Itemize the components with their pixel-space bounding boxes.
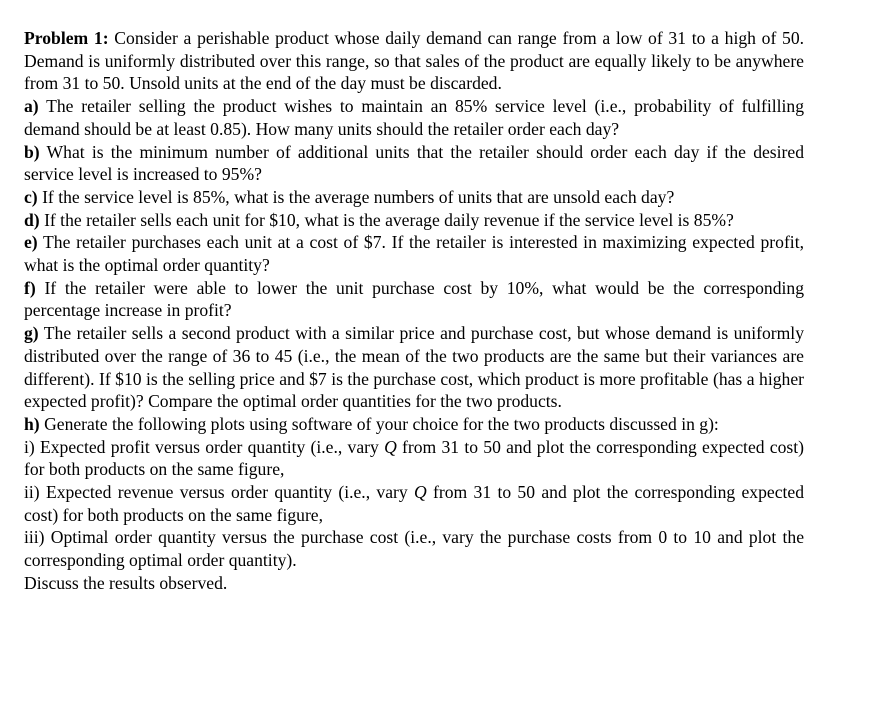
part-b	[24, 141, 804, 186]
part-label: a)	[24, 96, 39, 117]
part-d	[24, 209, 804, 232]
subpart-iii	[24, 526, 804, 571]
part-h	[24, 413, 804, 436]
part-text: Generate the following plots using software of your choice for the two products discussed in g):	[44, 413, 719, 434]
part-label: d)	[24, 209, 40, 230]
part-g	[24, 322, 804, 413]
part-text: What is the minimum number of additional units that the retailer should order each day if the desired service level is increased to 95%?	[24, 141, 804, 185]
part-text: If the service level is 85%, what is the average numbers of units that are unsold each day?	[42, 186, 675, 207]
problem-intro-text: Consider a perishable product whose daily demand can range from a low of 31 to a high of 50. Demand is uniformly distributed over this range, so that sales of the product are equally likely to be anywhere from 31 to 50. Unsold units at the end of the day must be discarded.	[24, 28, 805, 94]
part-a	[24, 95, 804, 140]
subpart-text: ii) Expected revenue versus order quantity (i.e., vary	[24, 482, 414, 503]
problem-intro	[24, 27, 804, 95]
part-label: g)	[24, 323, 39, 344]
part-label: e)	[24, 232, 38, 253]
subpart-i	[24, 436, 804, 481]
part-label: b)	[24, 141, 40, 162]
subpart-variable: Q	[414, 482, 427, 503]
subpart-text: i) Expected profit versus order quantity (i.e., vary	[24, 436, 385, 457]
part-text: If the retailer were able to lower the unit purchase cost by 10%, what would be the corresponding percentage increase in profit?	[24, 277, 804, 321]
part-text: The retailer sells a second product with a similar price and purchase cost, but whose demand is uniformly distributed over the range of 36 to 45 (i.e., the mean of the two products are the same but their variances are different). If $10 is the selling price and $7 is the purchase cost, which product is more profitable (has a higher expected profit)? Compare the optimal order quantities for the two products.	[24, 323, 804, 412]
subpart-text: from 31 to 50 and plot the corresponding expected cost) for both products on the same figure,	[24, 436, 805, 480]
part-label: h)	[24, 413, 40, 434]
part-text: The retailer selling the product wishes to maintain an 85% service level (i.e., probability of fulfilling demand should be at least 0.85). How many units should the retailer order each day?	[24, 96, 804, 139]
problem-heading: Problem 1:	[24, 28, 109, 48]
problem-document	[24, 27, 804, 595]
closing-instruction: Discuss the results observed.	[24, 572, 228, 593]
part-label: c)	[24, 186, 38, 207]
part-text: The retailer purchases each unit at a cost of $7. If the retailer is interested in maximizing expected profit, what is the optimal order quantity?	[24, 232, 804, 276]
part-text: If the retailer sells each unit for $10, what is the average daily revenue if the service level is 85%?	[44, 209, 734, 230]
part-e	[24, 231, 804, 276]
part-c	[24, 186, 804, 209]
subpart-ii	[24, 481, 804, 526]
subpart-text: from 31 to 50 and plot the corresponding expected cost) for both products on the same figure,	[24, 482, 805, 525]
part-label: f)	[24, 277, 36, 298]
subpart-text: iii) Optimal order quantity versus the purchase cost (i.e., vary the purchase costs from 0 to 10 and plot the corresponding optimal order quantity).	[24, 527, 804, 571]
subpart-variable: Q	[384, 436, 397, 457]
part-f	[24, 277, 804, 322]
